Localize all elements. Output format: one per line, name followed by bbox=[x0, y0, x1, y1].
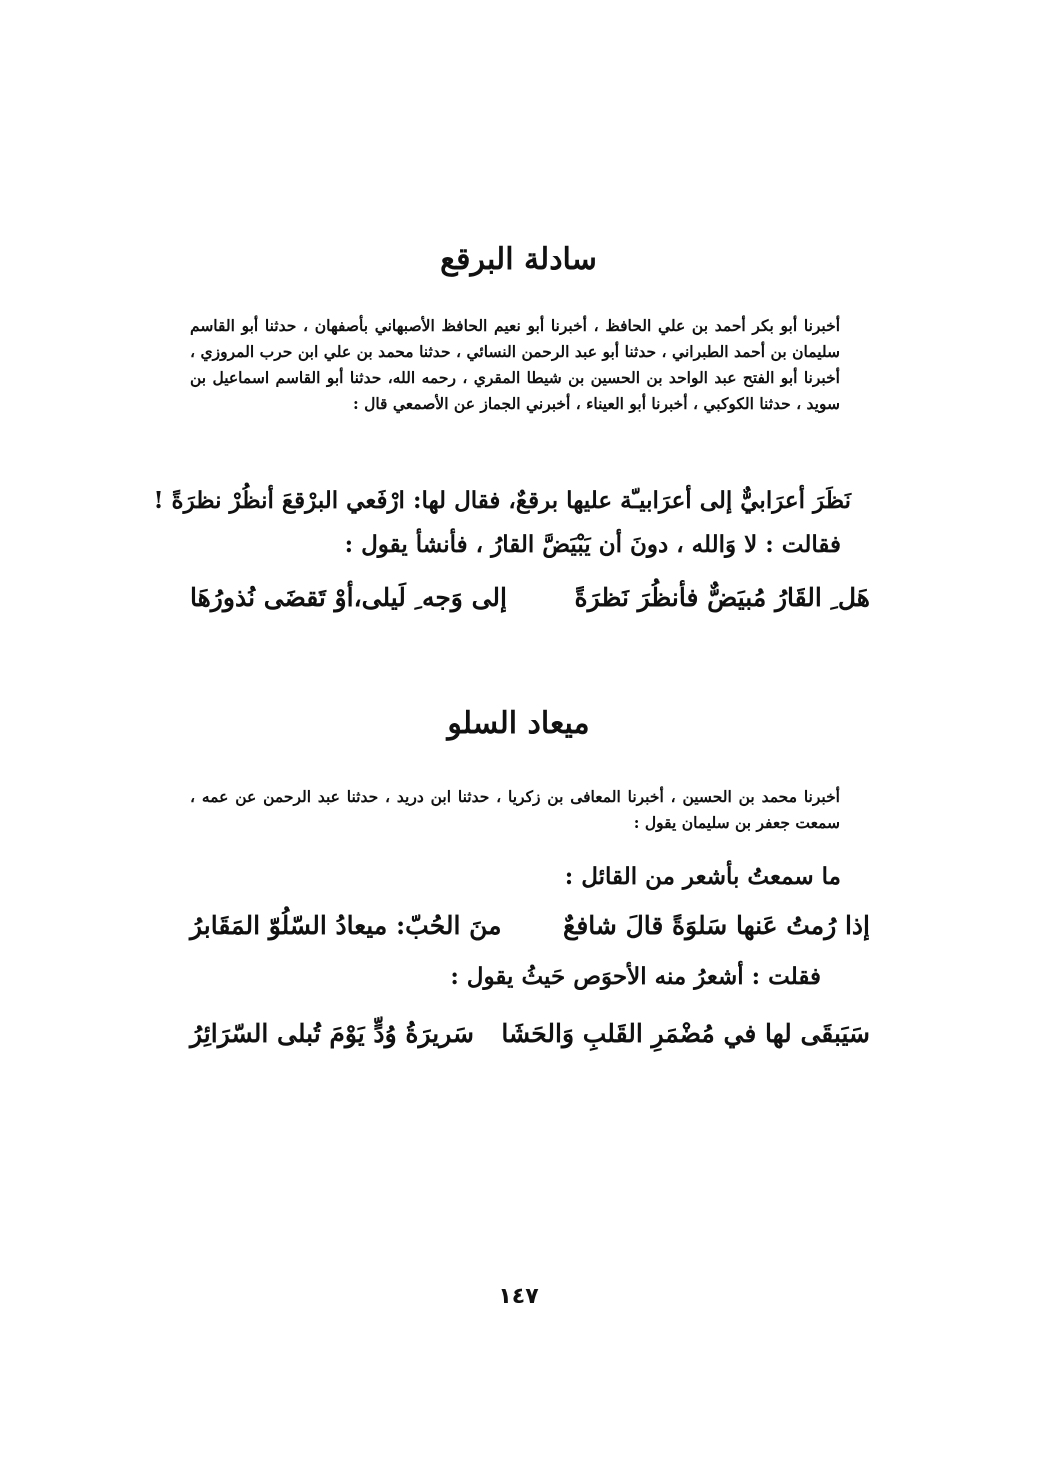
verse-second-hemistich: إلى وَجه ِ لَيلى،أوْ تَقضَى نُذورُهَا bbox=[190, 583, 507, 612]
verse-second-hemistich: سَريرَةُ وُدٍّ يَوْمَ تُبلى السّرَائِرُ bbox=[190, 1019, 474, 1048]
verse-second-hemistich: منَ الحُبّ: ميعادُ السّلُوّ المَقَابرُ bbox=[190, 911, 502, 940]
verse-couplet-ahwas bbox=[190, 1014, 870, 1054]
reply-line: فقلت : أشعرُ منه الأحوَص حَيثُ يقول : bbox=[450, 963, 821, 990]
verse-first-hemistich: هَل ِ القَارُ مُبيَضٌّ فأنظُرَ نَظرَةً bbox=[574, 583, 870, 612]
section-title-burqa: سادلة البرقع bbox=[440, 242, 597, 277]
section-title-salw: ميعاد السلو bbox=[447, 706, 590, 741]
narrative-line-1: نَظَرَ أعرَابيٌّ إلى أعرَابيـّة عليها برقعٌ، فقال لها: ارْفَعي البرْقعَ أنظُرْ نظرَةً ! bbox=[153, 487, 851, 514]
verse-first-hemistich: إذا رُمتُ عَنها سَلوَةً قالَ شافعٌ bbox=[563, 911, 870, 940]
isnad-paragraph-salw: أخبرنا محمد بن الحسين ، أخبرنا المعافى بن زكريا ، حدثنا ابن دريد ، حدثنا عبد الرحمن عن عمه ، سمعت جعفر بن سليمان يقول : bbox=[190, 787, 840, 832]
page-number: ١٤٧ bbox=[498, 1284, 539, 1309]
isnad-paragraph-burqa: أخبرنا أبو بكر أحمد بن علي الحافظ ، أخبرنا أبو نعيم الحافظ الأصبهاني بأصفهان ، حدثنا أبو القاسم سليمان بن أحمد الطبراني ، حدثنا أبو عبد الرحمن النسائي ، حدثنا محمد بن علي ابن حرب المروزي ، أخبرنا أبو الفتح عبد الواحد بن الحسين بن شيطا المقري ، رحمه الله، حدثنا أبو القاسم اسماعيل بن سويد ، حدثنا الكوكبي ، أخبرنا أبو العيناء ، أخبرني الجماز عن الأصمعي قال : bbox=[190, 316, 840, 413]
verse-first-hemistich: سَيَبقَى لها في مُضْمَرِ القَلبِ وَالحَشَا bbox=[501, 1019, 870, 1048]
intro-line: ما سمعتُ بأشعر من القائل : bbox=[564, 863, 841, 890]
narrative-line-2: فقالت : لا وَالله ، دونَ أن يَبْيَضَّ القارُ ، فأنشأ يقول : bbox=[344, 531, 841, 558]
verse-couplet-layla bbox=[190, 578, 870, 618]
verse-couplet-salw bbox=[190, 906, 870, 946]
